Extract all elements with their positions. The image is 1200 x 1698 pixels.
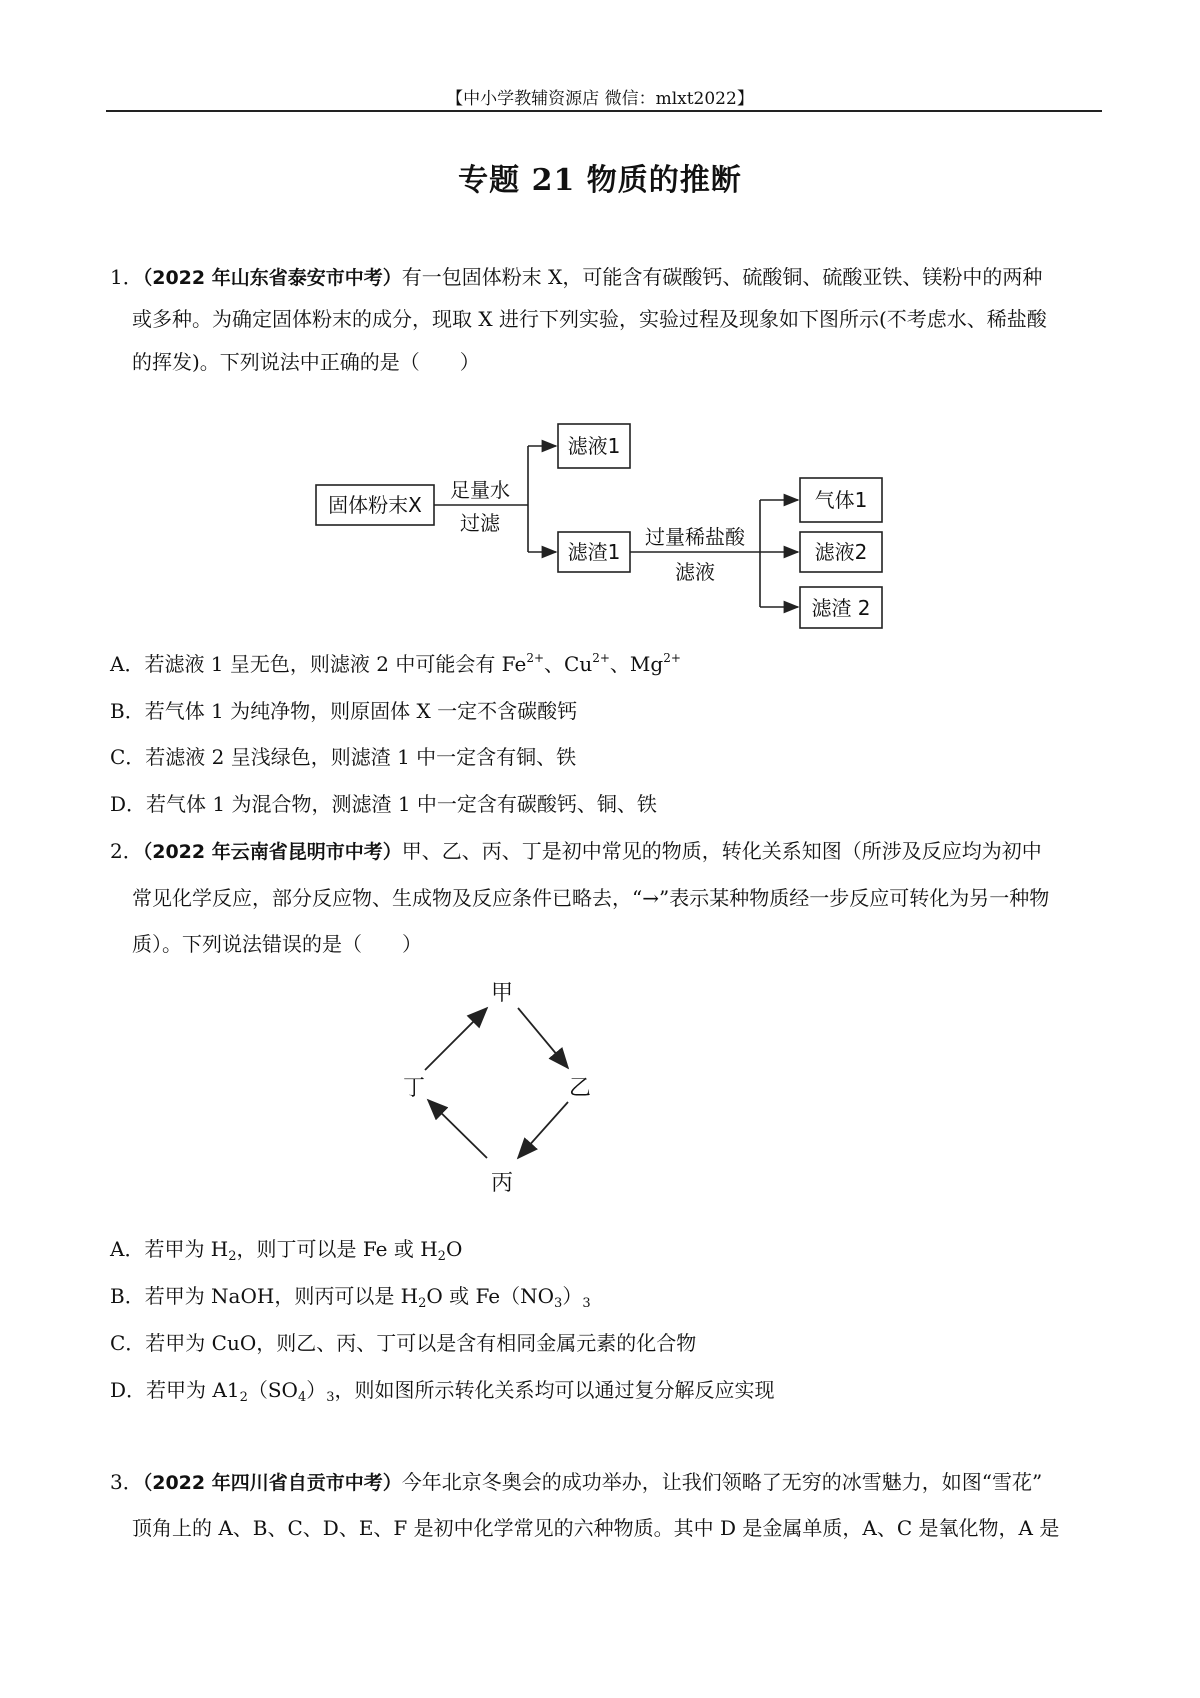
node-ding: 丁 bbox=[402, 1076, 426, 1101]
box-filtrate2: 滤液2 bbox=[814, 540, 868, 564]
page-title: 专题 21 物质的推断 bbox=[458, 163, 742, 198]
q1-flow-diagram bbox=[300, 420, 900, 640]
step2-operation: 滤液 bbox=[675, 560, 715, 584]
subscript: 3 bbox=[554, 1296, 563, 1311]
q2-option-a bbox=[110, 1233, 462, 1264]
step1-operation: 过滤 bbox=[460, 511, 500, 535]
page-header: 【中小学教辅资源店 微信：mlxt2022】 bbox=[446, 89, 754, 109]
q1-option-a-cu: 、Cu bbox=[544, 652, 593, 676]
subscript: 2 bbox=[239, 1390, 248, 1405]
q1-option-d: D．若气体 1 为混合物，测滤渣 1 中一定含有碳酸钙、铜、铁 bbox=[110, 792, 657, 816]
box-gas1: 气体1 bbox=[814, 488, 868, 512]
q2-option-a-text2: ，则丁可以是 Fe 或 H bbox=[236, 1237, 438, 1261]
q2-option-d bbox=[110, 1374, 775, 1405]
q2-option-b-text: B．若甲为 NaOH，则丙可以是 H bbox=[110, 1284, 419, 1308]
subscript: 3 bbox=[582, 1296, 591, 1311]
q1-stem-line3: 的挥发)。下列说法中正确的是（ ） bbox=[132, 350, 480, 374]
q2-stem-text: 甲、乙、丙、丁是初中常见的物质，转化关系知图（所涉及反应均为初中 bbox=[401, 839, 1042, 863]
q2-option-d-text4: ，则如图所示转化关系均可以通过复分解反应实现 bbox=[334, 1378, 775, 1402]
cu-charge: 2+ bbox=[592, 651, 610, 665]
step1-reagent: 足量水 bbox=[450, 478, 510, 502]
q2-option-b-text2: O 或 Fe（NO bbox=[426, 1284, 555, 1308]
q2-option-b-text3: ） bbox=[562, 1284, 583, 1308]
q2-stem-line3: 质）。下列说法错误的是（ ） bbox=[132, 932, 422, 956]
q1-stem-line1 bbox=[110, 261, 1042, 290]
node-jia: 甲 bbox=[490, 981, 514, 1006]
header-rule bbox=[106, 110, 1102, 112]
q1-stem-text: 有一包固体粉末 X，可能含有碳酸钙、硫酸铜、硫酸亚铁、镁粉中的两种 bbox=[401, 265, 1043, 289]
q2-stem-line1 bbox=[110, 835, 1042, 864]
mg-charge: 2+ bbox=[663, 651, 681, 665]
q2-option-b bbox=[110, 1280, 591, 1311]
q2-option-d-text2: （SO bbox=[247, 1378, 298, 1402]
q1-option-c: C．若滤液 2 呈浅绿色，则滤渣 1 中一定含有铜、铁 bbox=[110, 745, 577, 769]
q1-option-b: B．若气体 1 为纯净物，则原固体 X 一定不含碳酸钙 bbox=[110, 699, 578, 723]
box-residue1: 滤渣1 bbox=[567, 540, 621, 564]
q2-stem-line2: 常见化学反应，部分反应物、生成物及反应条件已略去，“→”表示某种物质经一步反应可转化为另一种物 bbox=[132, 886, 1050, 910]
subscript: 2 bbox=[228, 1249, 237, 1264]
q2-option-d-text: D．若甲为 A1 bbox=[110, 1378, 240, 1402]
q1-number: 1． bbox=[110, 265, 143, 289]
node-yi: 乙 bbox=[568, 1076, 592, 1101]
q3-stem-line2: 顶角上的 A、B、C、D、E、F 是初中化学常见的六种物质。其中 D 是金属单质，A、C 是氧化物，A 是 bbox=[132, 1516, 1060, 1540]
q3-stem-text: 今年北京冬奥会的成功举办，让我们领略了无穷的冰雪魅力，如图“雪花” bbox=[401, 1470, 1043, 1494]
box-residue2: 滤渣 2 bbox=[811, 596, 871, 620]
subscript: 2 bbox=[437, 1249, 446, 1264]
q3-source: （2022 年四川省自贡市中考） bbox=[142, 1472, 402, 1494]
step2-reagent: 过量稀盐酸 bbox=[645, 525, 745, 549]
fe-charge: 2+ bbox=[526, 651, 545, 665]
subscript: 4 bbox=[297, 1390, 307, 1405]
q2-option-c: C．若甲为 CuO，则乙、丙、丁可以是含有相同金属元素的化合物 bbox=[110, 1331, 697, 1355]
q2-cycle-diagram bbox=[390, 975, 620, 1200]
q3-number: 3． bbox=[110, 1470, 143, 1494]
subscript: 2 bbox=[418, 1296, 427, 1311]
q1-option-a bbox=[110, 648, 681, 677]
q1-option-a-text: A．若滤液 1 呈无色，则滤液 2 中可能会有 Fe bbox=[110, 652, 527, 676]
q3-stem-line1 bbox=[110, 1466, 1042, 1495]
q2-source: （2022 年云南省昆明市中考） bbox=[142, 841, 402, 863]
q1-option-a-mg: 、Mg bbox=[609, 652, 664, 676]
box-solid-x: 固体粉末X bbox=[328, 493, 422, 517]
q2-number: 2． bbox=[110, 839, 143, 863]
q2-option-d-text3: ） bbox=[306, 1378, 327, 1402]
q2-option-a-text3: O bbox=[445, 1237, 463, 1261]
node-bing: 丙 bbox=[490, 1171, 514, 1196]
subscript: 3 bbox=[326, 1390, 335, 1405]
q1-stem-line2: 或多种。为确定固体粉末的成分，现取 X 进行下列实验，实验过程及现象如下图所示(不考虑水、稀盐酸 bbox=[132, 307, 1047, 331]
q2-option-a-text: A．若甲为 H bbox=[110, 1237, 229, 1261]
q1-source: （2022 年山东省泰安市中考） bbox=[142, 267, 402, 289]
box-filtrate1: 滤液1 bbox=[567, 434, 621, 458]
